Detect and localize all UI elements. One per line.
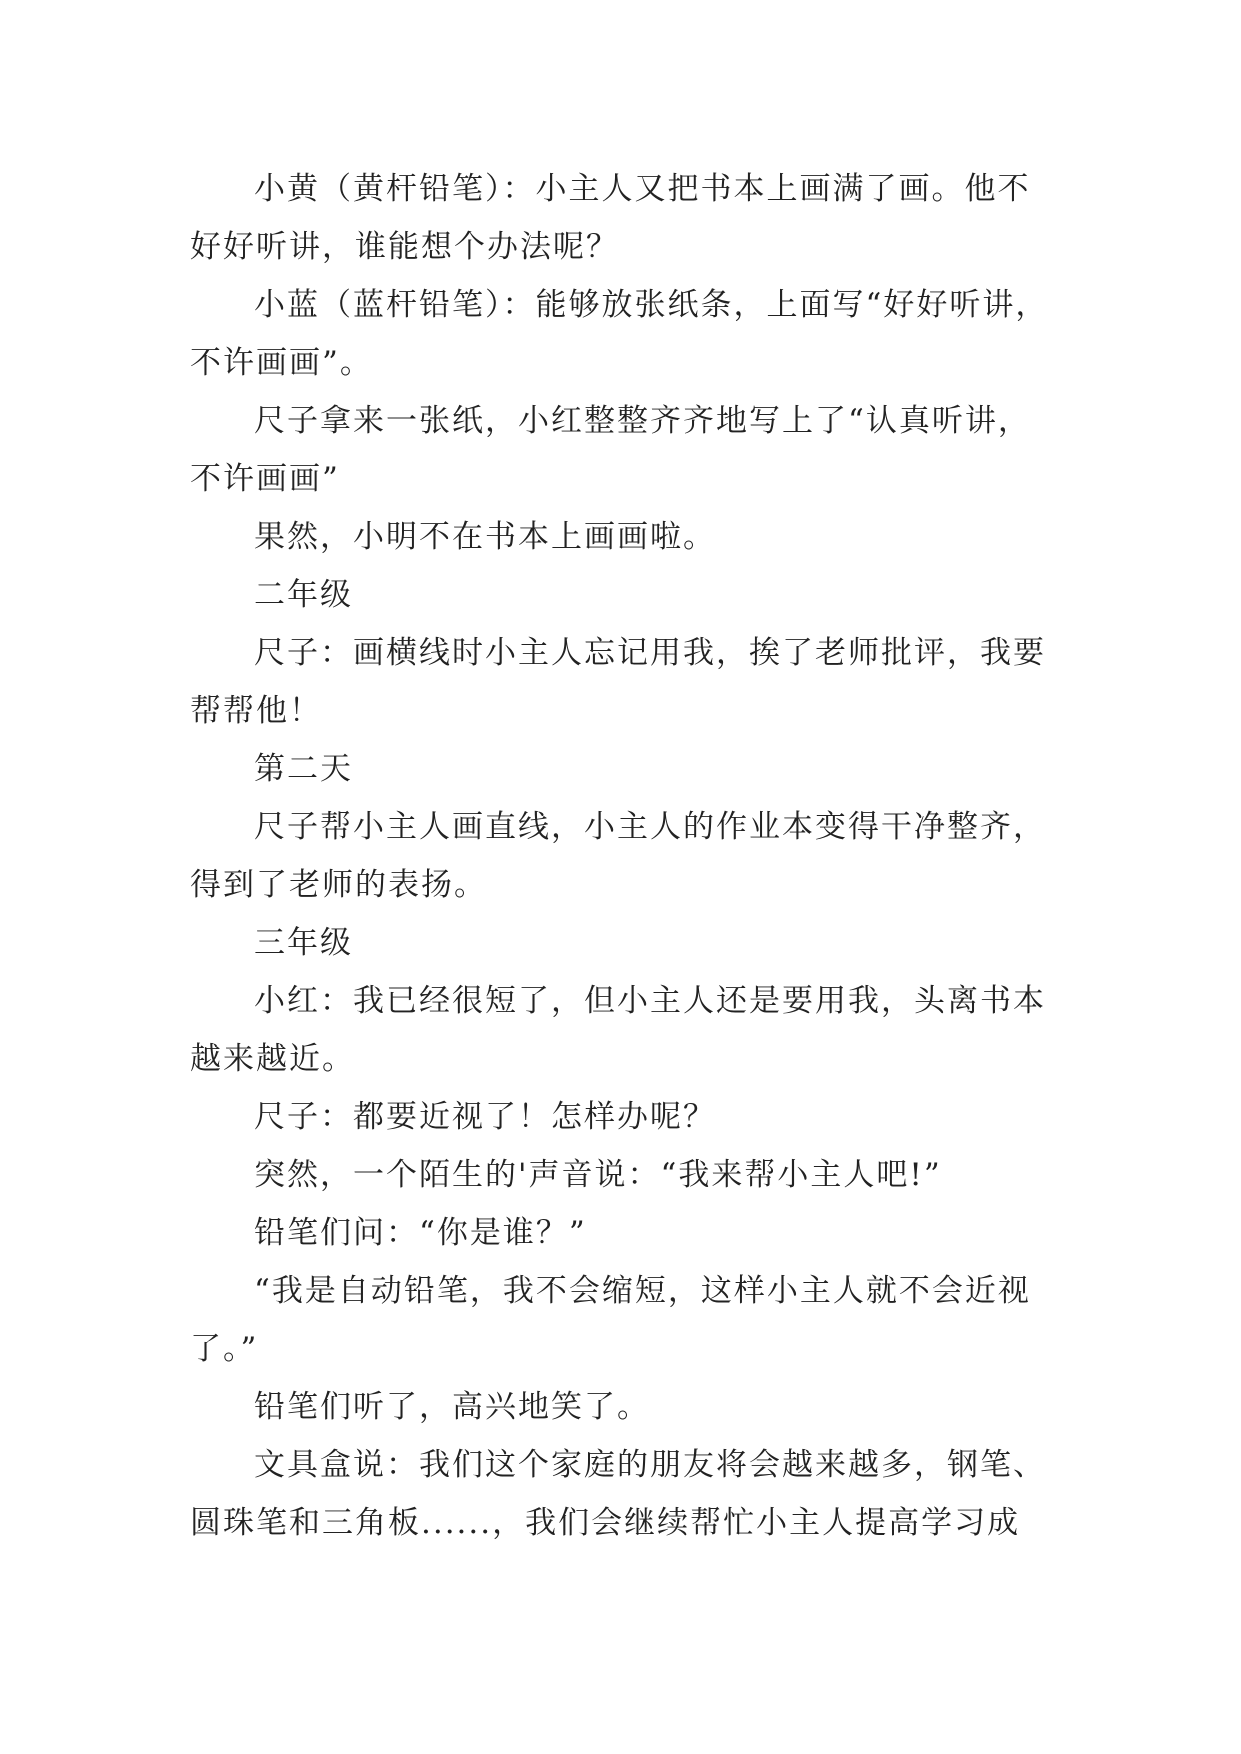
section-heading-grade-two: 二年级 [254,577,353,613]
paragraph-10: 小红：我已经很短了，但小主人还是要用我，头离书本越来越近。 [190,983,1046,1077]
paragraph-8: 尺子帮小主人画直线，小主人的作业本变得干净整齐，得到了老师的表扬。 [190,809,1046,903]
paragraph-3: 尺子拿来一张纸，小红整整齐齐地写上了“认真听讲，不许画画” [190,403,1031,497]
section-heading-grade-three: 三年级 [254,925,353,961]
paragraph-13: 铅笔们问：“你是谁？” [254,1215,587,1251]
paragraph-6: 尺子：画横线时小主人忘记用我，挨了老师批评，我要帮帮他！ [190,635,1046,729]
paragraph-2: 小蓝（蓝杆铅笔）：能够放张纸条，上面写“好好听讲，不许画画”。 [190,287,1049,381]
section-heading-next-day: 第二天 [254,751,353,787]
paragraph-16: 文具盒说：我们这个家庭的朋友将会越来越多，钢笔、圆珠笔和三角板......，我们会继续帮忙小主人提高学习成 [190,1447,1046,1541]
paragraph-15: 铅笔们听了，高兴地笑了。 [254,1389,650,1425]
paragraph-4: 果然，小明不在书本上画画啦。 [254,519,716,555]
paragraph-11: 尺子：都要近视了！怎样办呢？ [254,1099,716,1135]
paragraph-12: 突然，一个陌生的'声音说：“我来帮小主人吧!” [254,1157,942,1193]
paragraph-1: 小黄（黄杆铅笔）：小主人又把书本上画满了画。他不好好听讲，谁能想个办法呢？ [190,171,1031,265]
document-body [190,160,1060,1552]
paragraph-14: “我是自动铅笔，我不会缩短，这样小主人就不会近视了。” [190,1273,1031,1367]
